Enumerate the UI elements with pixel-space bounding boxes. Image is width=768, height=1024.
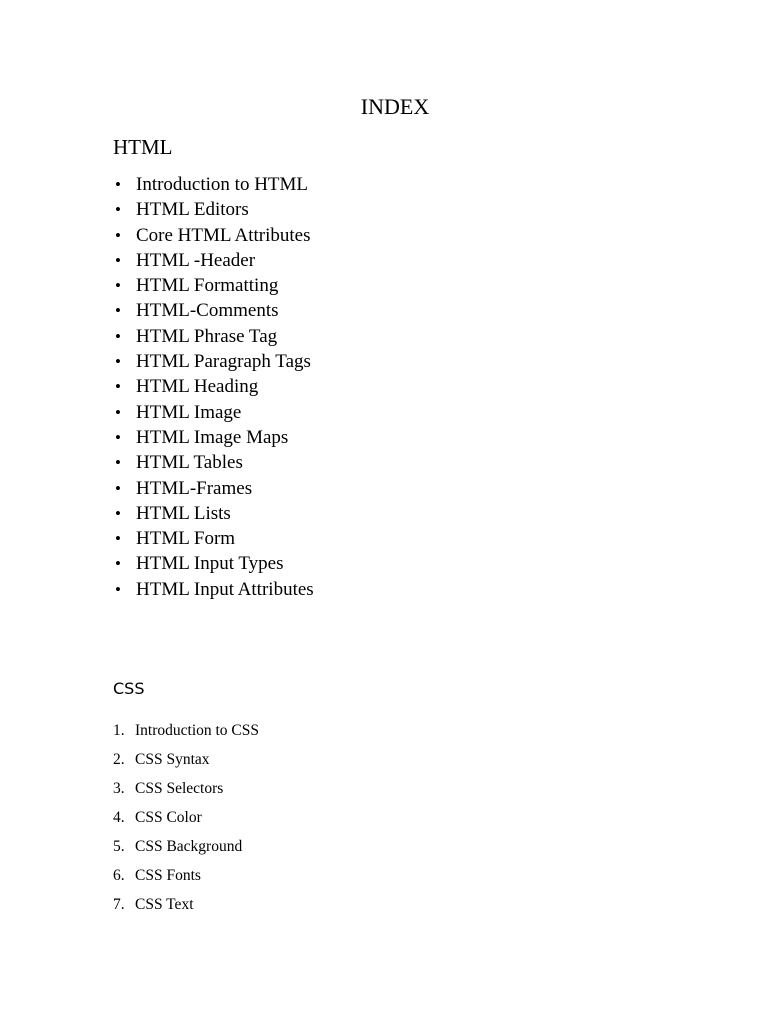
page-title: INDEX bbox=[360, 94, 430, 119]
list-item-label: CSS Background bbox=[135, 838, 243, 855]
list-item-label: HTML Lists bbox=[136, 502, 231, 524]
list-item bbox=[113, 716, 259, 745]
list-item bbox=[113, 223, 314, 248]
list-item-label: CSS Color bbox=[135, 809, 202, 826]
css-topic-list bbox=[113, 716, 259, 919]
list-item bbox=[113, 349, 314, 374]
list-item bbox=[113, 197, 314, 222]
bullet-icon: • bbox=[115, 427, 121, 447]
list-item bbox=[113, 577, 314, 602]
list-item bbox=[113, 248, 314, 273]
list-item-label: HTML Formatting bbox=[136, 275, 279, 297]
bullet-icon: • bbox=[115, 175, 121, 194]
list-item-label: HTML Image Maps bbox=[136, 426, 289, 448]
list-item-label: Introduction to CSS bbox=[135, 722, 260, 739]
list-item bbox=[113, 476, 314, 501]
bullet-icon: • bbox=[115, 301, 121, 321]
bullet-icon: • bbox=[115, 200, 121, 220]
list-item bbox=[113, 551, 314, 576]
list-item-number: 3. bbox=[113, 780, 125, 797]
list-item-label: CSS Syntax bbox=[135, 751, 210, 768]
list-item bbox=[113, 172, 314, 197]
bullet-icon: • bbox=[115, 276, 121, 296]
list-item-label: HTML Form bbox=[136, 528, 236, 550]
list-item bbox=[113, 400, 314, 425]
list-item-label: HTML Phrase Tag bbox=[136, 325, 278, 347]
list-item-label: HTML Input Types bbox=[136, 553, 284, 575]
bullet-icon: • bbox=[115, 478, 121, 498]
list-item bbox=[113, 273, 314, 298]
list-item-number: 6. bbox=[113, 867, 125, 884]
list-item-label: CSS Selectors bbox=[135, 780, 224, 797]
list-item-label: HTML-Comments bbox=[136, 300, 279, 322]
list-item-label: HTML Tables bbox=[136, 452, 243, 474]
list-item-label: HTML Image bbox=[136, 401, 242, 423]
list-item bbox=[113, 501, 314, 526]
list-item-number: 2. bbox=[113, 751, 125, 768]
list-item bbox=[113, 803, 259, 832]
list-item-label: Introduction to HTML bbox=[136, 174, 309, 195]
list-item bbox=[113, 374, 314, 399]
bullet-icon: • bbox=[115, 554, 121, 574]
list-item-label: HTML Paragraph Tags bbox=[136, 351, 311, 373]
list-item-number: 1. bbox=[113, 722, 125, 739]
list-item bbox=[113, 425, 314, 450]
list-item-label: HTML Input Attributes bbox=[136, 578, 314, 600]
bullet-icon: • bbox=[115, 250, 121, 270]
list-item bbox=[113, 774, 259, 803]
list-item bbox=[113, 745, 259, 774]
list-item-label: CSS Text bbox=[135, 896, 194, 913]
list-item bbox=[113, 861, 259, 890]
bullet-icon: • bbox=[115, 326, 121, 346]
list-item-label: Core HTML Attributes bbox=[136, 224, 311, 246]
list-item-number: 4. bbox=[113, 809, 125, 826]
list-item bbox=[113, 832, 259, 861]
bullet-icon: • bbox=[115, 453, 121, 473]
list-item bbox=[113, 298, 314, 323]
list-item bbox=[113, 324, 314, 349]
bullet-icon: • bbox=[115, 225, 121, 245]
html-section-heading: HTML bbox=[113, 135, 173, 159]
list-item-label: HTML -Header bbox=[136, 249, 256, 271]
bullet-icon: • bbox=[115, 579, 121, 599]
list-item-label: HTML-Frames bbox=[136, 477, 253, 499]
bullet-icon: • bbox=[115, 529, 121, 549]
list-item bbox=[113, 526, 314, 551]
html-topic-list bbox=[113, 172, 314, 602]
bullet-icon: • bbox=[115, 503, 121, 523]
bullet-icon: • bbox=[115, 377, 121, 397]
bullet-icon: • bbox=[115, 352, 121, 372]
list-item-number: 5. bbox=[113, 838, 125, 855]
list-item-number: 7. bbox=[113, 896, 125, 913]
list-item bbox=[113, 450, 314, 475]
list-item-label: HTML Editors bbox=[136, 199, 249, 221]
list-item-label: HTML Heading bbox=[136, 376, 259, 398]
list-item-label: CSS Fonts bbox=[135, 867, 201, 884]
bullet-icon: • bbox=[115, 402, 121, 422]
list-item bbox=[113, 890, 259, 919]
css-section-heading: CSS bbox=[113, 679, 145, 698]
